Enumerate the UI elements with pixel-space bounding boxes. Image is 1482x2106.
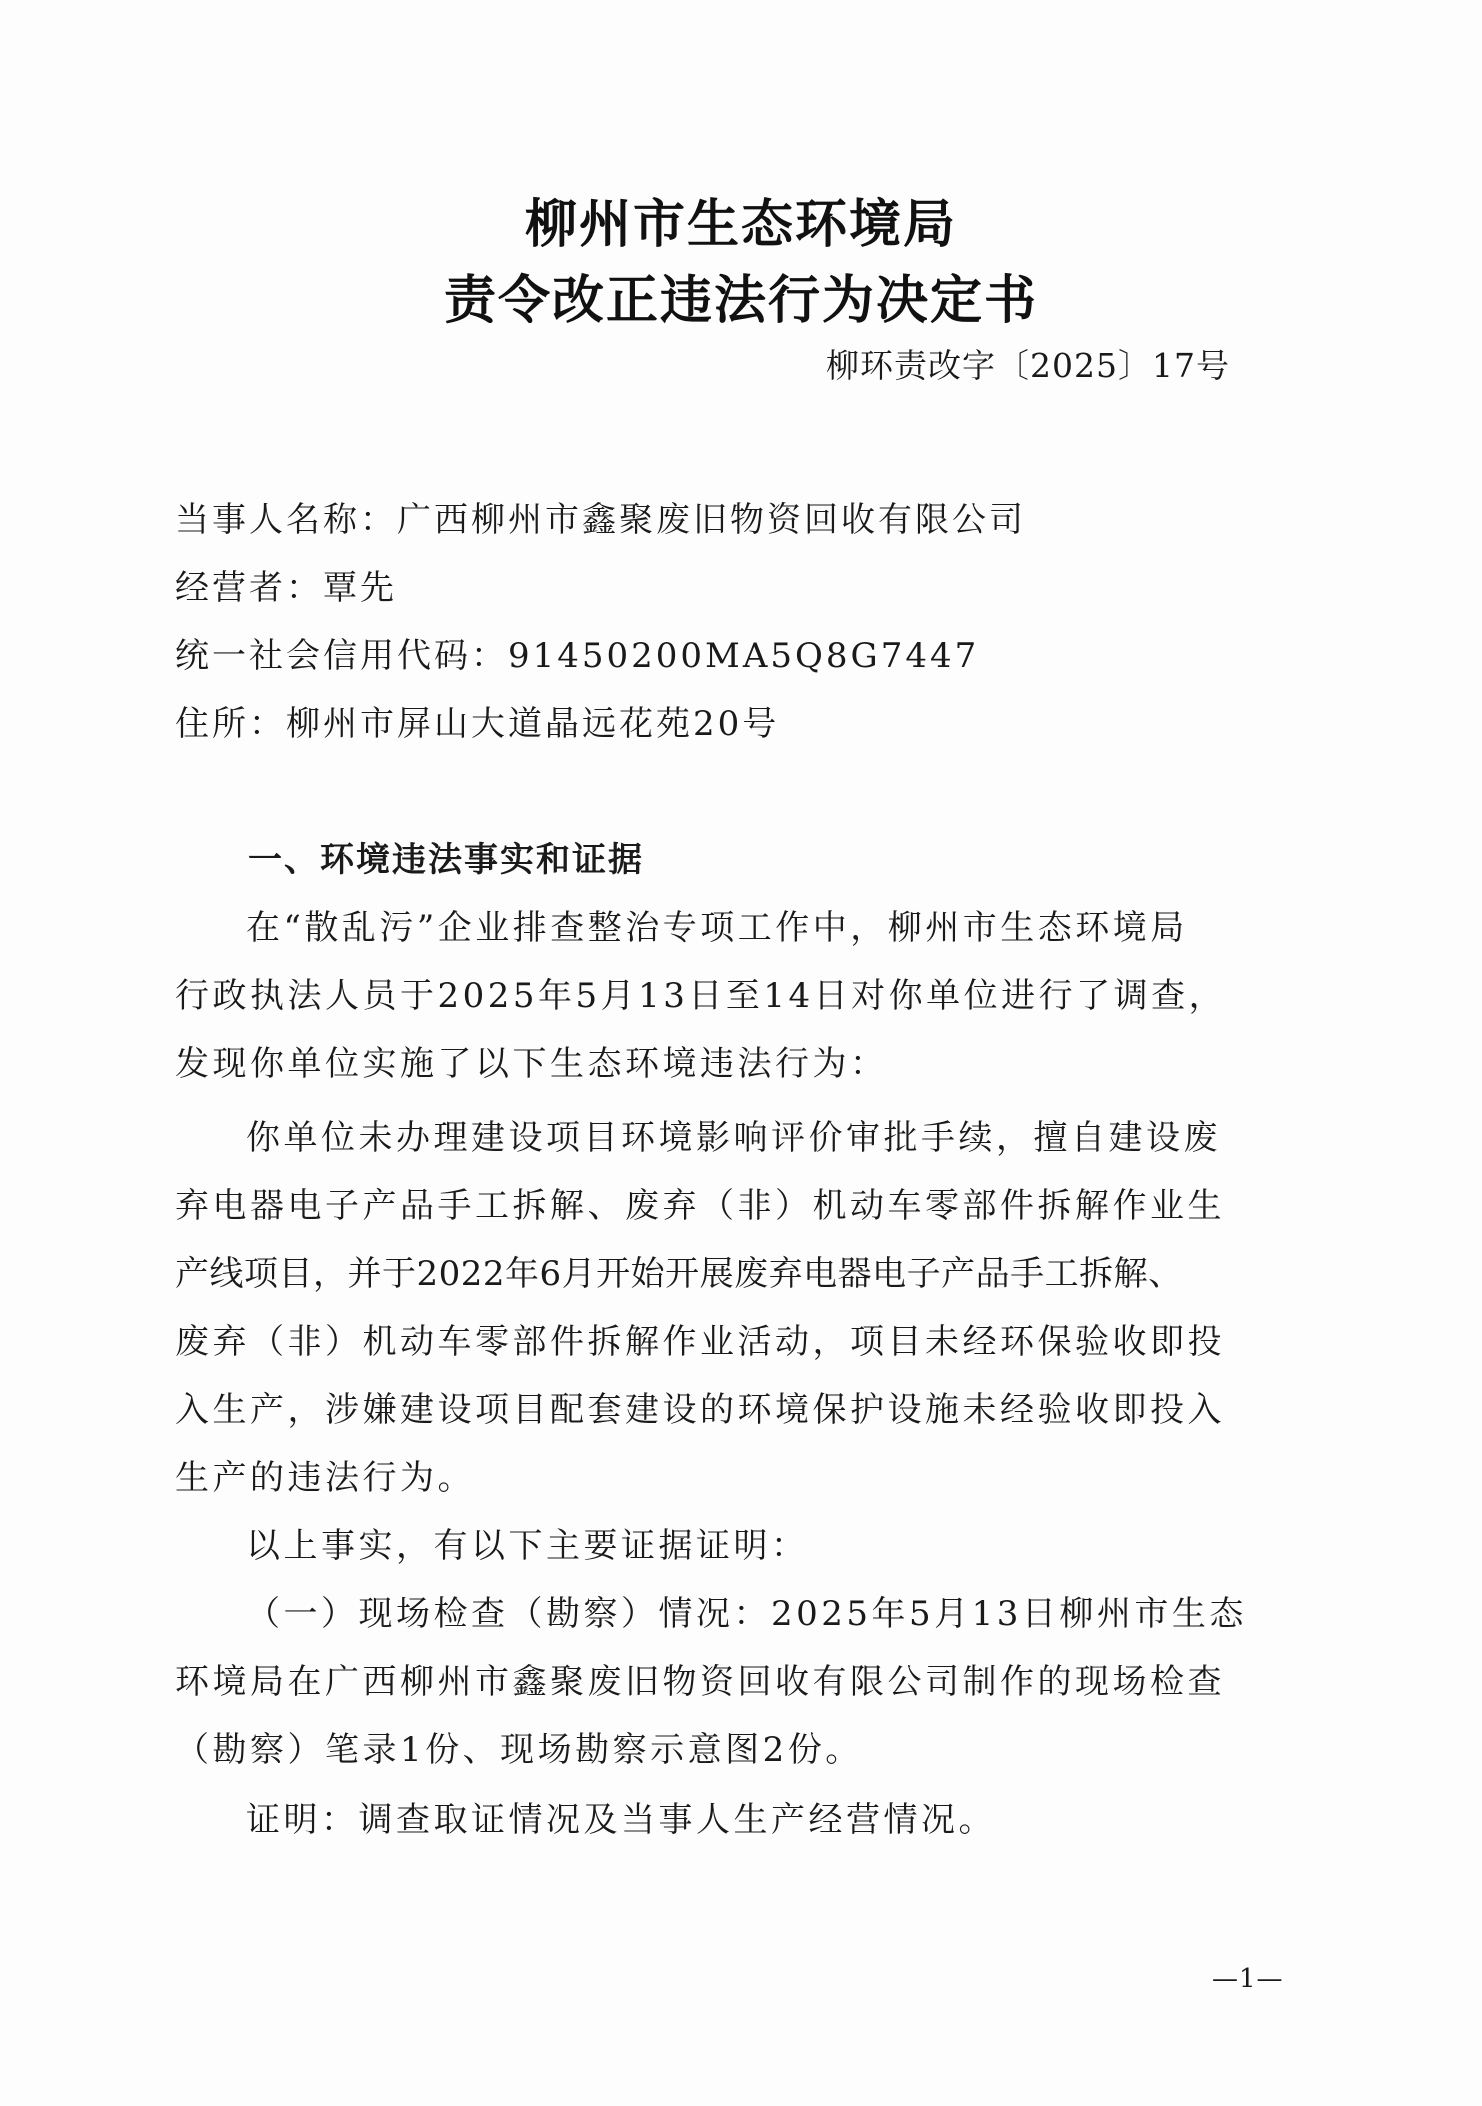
paragraph-line: 在“散乱污”企业排查整治专项工作中，柳州市生态环境局 (246, 908, 1188, 948)
paragraph-line: 入生产，涉嫌建设项目配套建设的环境保护设施未经验收即投入 (175, 1390, 1225, 1430)
party-operator: 经营者：覃先 (175, 568, 397, 608)
paragraph-line: 证明：调查取证情况及当事人生产经营情况。 (246, 1800, 996, 1840)
paragraph-line: 发现你单位实施了以下生态环境违法行为： (175, 1044, 888, 1084)
paragraph-line: （勘察）笔录1份、现场勘察示意图2份。 (175, 1730, 863, 1770)
party-name: 当事人名称：广西柳州市鑫聚废旧物资回收有限公司 (175, 500, 1026, 540)
paragraph-line: （一）现场检查（勘察）情况：2025年5月13日柳州市生态 (246, 1594, 1247, 1634)
paragraph-line: 废弃（非）机动车零部件拆解作业活动，项目未经环保验收即投 (175, 1322, 1225, 1362)
page-number: —1— (1212, 1964, 1284, 1994)
paragraph-line: 弃电器电子产品手工拆解、废弃（非）机动车零部件拆解作业生 (175, 1186, 1225, 1226)
paragraph-line: 产线项目，并于2022年6月开始开展废弃电器电子产品手工拆解、 (175, 1254, 1183, 1294)
section-heading-facts-evidence: 一、环境违法事实和证据 (248, 840, 644, 880)
paragraph-line: 以上事实，有以下主要证据证明： (246, 1526, 809, 1566)
paragraph-line: 你单位未办理建设项目环境影响评价审批手续，擅自建设废 (246, 1118, 1221, 1158)
party-address: 住所：柳州市屏山大道晶远花苑20号 (175, 704, 780, 744)
document-title-type: 责令改正违法行为决定书 (443, 271, 1038, 331)
document-number: 柳环责改字〔2025〕17号 (826, 346, 1230, 385)
party-credit-code: 统一社会信用代码：91450200MA5Q8G7447 (175, 636, 980, 676)
paragraph-line: 环境局在广西柳州市鑫聚废旧物资回收有限公司制作的现场检查 (175, 1662, 1225, 1702)
document-title-agency: 柳州市生态环境局 (524, 195, 957, 255)
paragraph-line: 行政执法人员于2025年5月13日至14日对你单位进行了调查， (175, 976, 1227, 1016)
paragraph-line: 生产的违法行为。 (175, 1458, 475, 1498)
